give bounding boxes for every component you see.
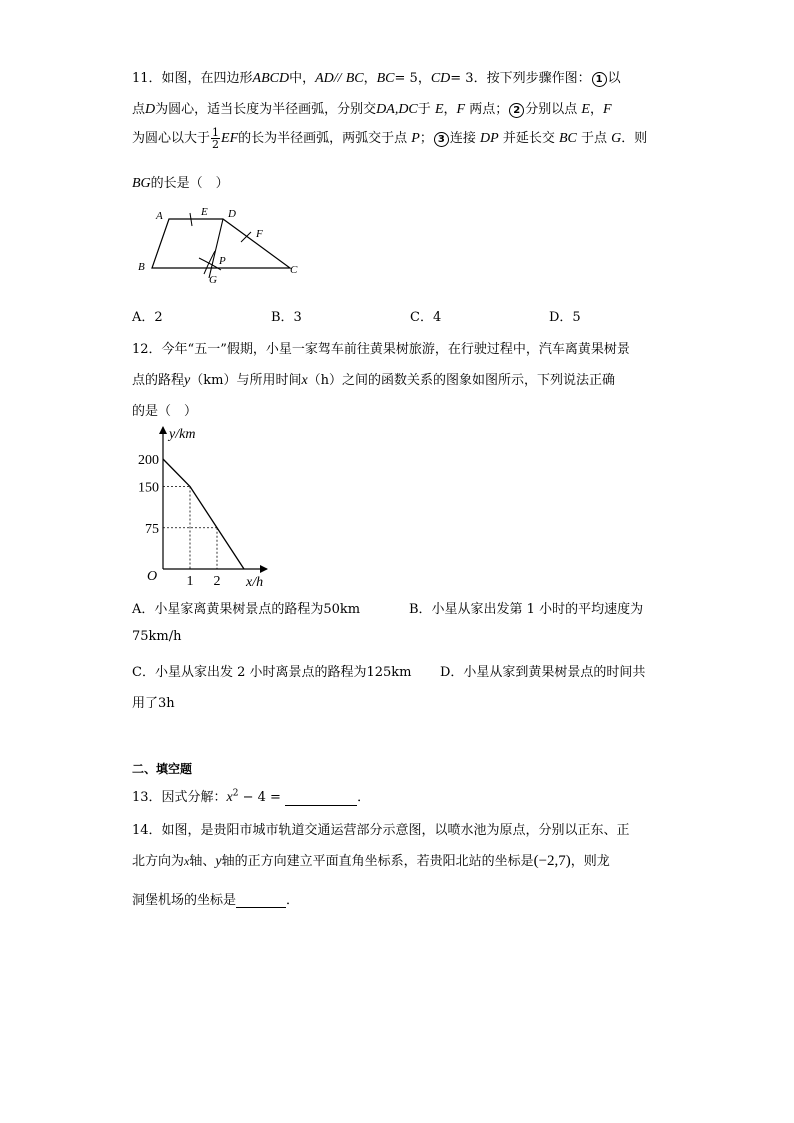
q12-option-c: C．小星从家出发 2 小时离景点的路程为125km (132, 665, 412, 680)
label-f: F (256, 228, 263, 240)
q11-text: 的长是（ ） (150, 176, 229, 191)
q13-line (132, 786, 370, 806)
q11-line4 (132, 172, 229, 192)
q13-answer-blank[interactable] (285, 792, 357, 806)
series-line (163, 459, 244, 569)
q14-line1: 14．如图，是贵阳市城市轨道交通运营部分示意图，以喷水池为原点，分别以正东、正 (132, 823, 630, 838)
label-a: A (156, 210, 163, 222)
q11-text: 分别以点 (525, 102, 578, 117)
q11-math: F (602, 102, 612, 117)
q11-line1 (132, 67, 621, 87)
label-b: B (138, 261, 145, 273)
fraction-numerator: 1 (212, 126, 220, 139)
q12-distance-time-graph (125, 422, 285, 592)
q11-math: BC (376, 71, 395, 86)
origin-label: O (147, 569, 158, 584)
q11-text: 于点 (581, 131, 608, 146)
q12-option-b-line2: 75km/h (132, 629, 182, 644)
q11-text: 11．如图，在四边形 (132, 71, 253, 86)
q11-text: 为圆心，适当长度为半径画弧，分别交 (155, 102, 377, 117)
q11-text: 两点； (469, 102, 509, 117)
q11-math: AD (315, 71, 334, 86)
q11-trapezoid-figure (135, 200, 310, 290)
q11-text: ， (417, 71, 431, 86)
q12-text: （km）与所用时间 (190, 373, 302, 388)
q12-option-b-line1: B．小星从家出发第 1 小时的平均速度为 (409, 602, 644, 617)
q11-math: BC (345, 71, 364, 86)
line-dg (209, 219, 223, 278)
q12-math: y (184, 373, 191, 388)
label-c: C (290, 264, 298, 276)
q11-text: ．按下列步骤作图： (473, 71, 591, 86)
q11-math: // (333, 71, 342, 86)
q14-math: y (215, 854, 222, 869)
section-title: 二、填空题 (132, 762, 193, 776)
q11-text: 为圆心以大于 (132, 131, 211, 146)
q11-text: ， (363, 71, 377, 86)
label-e: E (201, 206, 208, 218)
q11-text: 中， (289, 71, 316, 86)
q11-option-d: D．5 (549, 310, 581, 325)
q13-text: 13．因式分解： (132, 790, 227, 805)
q13-math: − 4 = (238, 790, 281, 805)
q11-line3 (132, 127, 647, 150)
q11-math: BC (558, 131, 577, 146)
q14-text: 轴、 (189, 854, 216, 869)
q12-option-a: A．小星家离黄果树景点的路程为50km (132, 602, 361, 617)
step2-circled-number: 2 (509, 103, 524, 118)
q11-math: F (456, 102, 466, 117)
q14-line3 (132, 889, 299, 908)
q11-math: BG (132, 176, 151, 191)
fraction-one-half (211, 127, 220, 150)
fraction-denominator: 2 (212, 138, 220, 151)
q11-option-c: C．4 (410, 310, 442, 325)
label-p: P (219, 255, 226, 267)
q11-text: ．则 (621, 131, 648, 146)
arc-p-2 (204, 251, 215, 274)
q11-text: ； (419, 131, 433, 146)
q11-text: 以 (607, 71, 621, 86)
q11-math: G (611, 131, 622, 146)
step1-circled-number: 1 (592, 72, 607, 87)
q11-math: E (581, 102, 590, 117)
q12-math: x (301, 373, 308, 388)
q11-text: ， (443, 102, 457, 117)
q14-math: x (184, 854, 190, 868)
q11-text: 于 (417, 102, 431, 117)
q12-option-d-line1: D．小星从家到黄果树景点的时间共 (440, 665, 646, 680)
q11-math: EF (221, 131, 239, 146)
q11-text: 点 (132, 102, 146, 117)
y-axis-label: y/km (169, 427, 196, 442)
y-tick-label: 200 (138, 453, 159, 468)
x-axis-label: x/h (246, 575, 264, 590)
q13-text: ． (357, 790, 371, 805)
x-tick-label: 1 (186, 574, 194, 589)
q11-math: CD (430, 71, 451, 86)
q11-text: ， (589, 102, 603, 117)
label-g: G (209, 274, 217, 286)
q11-math: = 5 (394, 71, 418, 86)
q14-answer-blank[interactable] (236, 894, 286, 908)
chart-dashed-guides (163, 487, 217, 570)
q11-text: 连接 (449, 131, 476, 146)
q11-line2 (132, 98, 612, 118)
q12-option-d-line2: 用了3h (132, 696, 175, 711)
q12-text: 点的路程 (132, 373, 185, 388)
q14-text: 北方向为 (132, 854, 185, 869)
q11-option-b: B．3 (271, 310, 302, 325)
q14-text: 轴的正方向建立平面直角坐标系，若贵阳北站的坐标是 (221, 854, 534, 869)
x-tick-label: 2 (213, 574, 221, 589)
q14-text: ，则龙 (570, 854, 610, 869)
q13-exponent: 2 (232, 788, 239, 799)
q11-math: D (145, 102, 156, 117)
q11-math: E (434, 102, 444, 117)
q12-text: （h）之间的函数关系的图象如图所示，下列说法正确 (307, 373, 616, 388)
q14-text: 洞堡机场的坐标是 (132, 893, 237, 908)
q14-line2 (132, 850, 610, 870)
q11-option-a: A．2 (132, 310, 163, 325)
q11-math: ABCD (252, 71, 290, 86)
step3-circled-number: 3 (434, 132, 449, 147)
q14-coordinate: (−2,7) (533, 853, 571, 869)
q11-math: DP (480, 131, 499, 146)
q14-text: ． (286, 893, 300, 908)
y-tick-label: 150 (138, 480, 159, 496)
q11-text: 的长为半径画弧，两弧交于点 (238, 131, 408, 146)
q13-math: x (226, 790, 233, 805)
y-tick-label: 75 (145, 521, 159, 537)
q11-math: DA,DC (376, 102, 418, 117)
q12-line3: 的是（ ） (132, 404, 198, 419)
label-d: D (228, 208, 236, 220)
q12-line2 (132, 369, 615, 389)
q11-math: = 3 (450, 71, 474, 86)
q12-line1: 12．今年“五一”假期，小星一家驾车前往黄果树旅游，在行驶过程中，汽车离黄果树景 (132, 342, 630, 357)
q11-text: 并延长交 (502, 131, 555, 146)
q11-math: P (411, 131, 420, 146)
